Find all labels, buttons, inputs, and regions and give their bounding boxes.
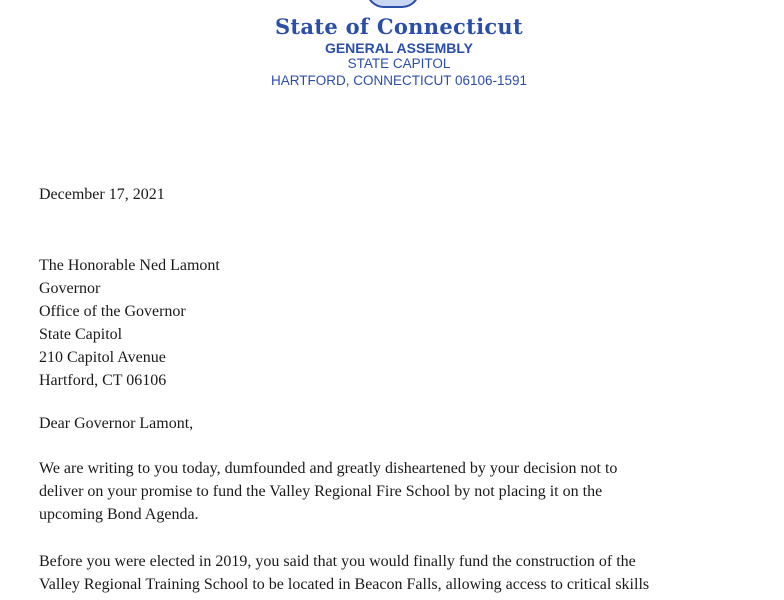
letter-date: December 17, 2021: [39, 186, 165, 203]
paragraph-line: Before you were elected in 2019, you said that you would finally fund the construction of the: [39, 553, 636, 570]
paragraph-line: upcoming Bond Agenda.: [39, 506, 199, 523]
letterhead-capitol: STATE CAPITOL: [347, 56, 451, 71]
state-seal-emblem: [366, 0, 420, 8]
recipient-line: Office of the Governor: [39, 303, 186, 320]
recipient-line: Governor: [39, 280, 101, 297]
recipient-line: 210 Capitol Avenue: [39, 349, 166, 366]
paragraph-line: Valley Regional Training School to be located in Beacon Falls, allowing access to critical skills: [39, 576, 650, 593]
body-paragraph-1: [39, 457, 617, 526]
letterhead-title: State of Connecticut: [274, 14, 524, 39]
paragraph-line: We are writing to you today, dumfounded and greatly disheartened by your decision not to: [39, 460, 618, 477]
letterhead-city: HARTFORD, CONNECTICUT 06106-1591: [270, 73, 528, 88]
paragraph-line: deliver on your promise to fund the Valley Regional Fire School by not placing it on the: [39, 483, 603, 500]
recipient-line: Hartford, CT 06106: [39, 372, 167, 389]
salutation: Dear Governor Lamont,: [39, 415, 194, 432]
letterhead-assembly: GENERAL ASSEMBLY: [324, 40, 474, 56]
recipient-line: State Capitol: [39, 326, 123, 343]
recipient-line: The Honorable Ned Lamont: [39, 257, 220, 274]
letterhead: [0, 14, 784, 89]
body-paragraph-2: [39, 550, 649, 596]
recipient-address: [39, 254, 220, 392]
